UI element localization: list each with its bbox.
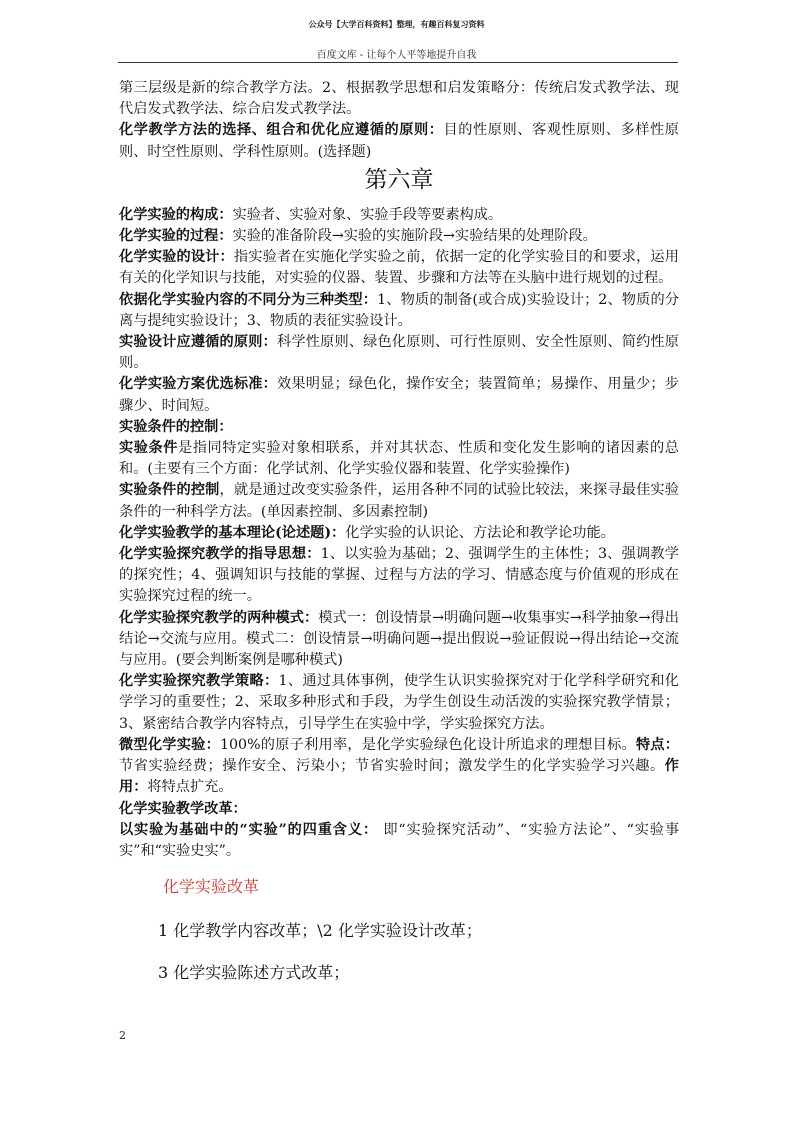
definition-item: [119, 417, 679, 438]
definition-term: 实验设计应遵循的原则：: [119, 334, 277, 351]
definition-term: 化学实验探究教学的指导思想：: [119, 546, 321, 563]
top-note: 公众号【大学百科资料】整理，有趣百科复习资料: [308, 19, 485, 29]
definition-text: 科学性原则、绿色化原则、可行性原则、安全性原则、简约性原则。: [119, 334, 679, 372]
definition-text: 实验者、实验对象、实验手段等要素构成。: [232, 206, 503, 223]
definition-term: 化学实验探究教学的两种模式：: [119, 609, 319, 626]
definition-item: [119, 247, 679, 289]
feature-text: 节省实验经费；操作安全、污染小；节省实验时间；激发学生的化学实验学习兴趣。: [119, 758, 665, 775]
principles-paragraph: [119, 120, 679, 162]
definition-term: 化学实验方案优选标准：: [119, 376, 277, 393]
chapter-title: 第六章: [364, 166, 434, 193]
document-body: [119, 78, 679, 985]
definition-term: 依据化学实验内容的不同分为三种类型：: [119, 291, 378, 308]
running-head: 百度文库 - 让每个人平等地提升自我: [316, 50, 477, 61]
definition-text: 1、物质的制备(或合成)实验设计；2、物质的分离与提纯实验设计；3、物质的表征实验设计。: [119, 291, 680, 329]
definition-term: 化学实验的过程：: [119, 228, 233, 245]
definition-term: 化学实验教学的基本理论(论述题)：: [119, 524, 346, 541]
principles-term: 化学教学方法的选择、组合和优化应遵循的原则：: [119, 122, 444, 139]
definition-text: 实验的准备阶段→实验的实施阶段→实验结果的处理阶段。: [232, 228, 597, 245]
definition-item: [119, 480, 679, 522]
definition-item: [119, 608, 679, 672]
four-meanings-text: 即“实验探究活动”、“实验方法论”、“实验事实”和“实验史实”。: [119, 821, 680, 859]
definition-term: 实验条件的控制: [119, 482, 220, 499]
definition-text: 效果明显；绿色化，操作安全；装置简单；易操作、用量少；步骤少、时间短。: [119, 376, 679, 414]
definition-item: [119, 438, 679, 480]
definition-item: [119, 523, 679, 544]
red-heading: 化学实验改革: [163, 877, 260, 897]
reform-heading-text: 化学实验教学改革：: [119, 800, 247, 817]
four-meanings-term: 以实验为基础中的“实验”的四重含义：: [119, 821, 378, 838]
definition-item: [119, 671, 679, 735]
definition-item: [119, 544, 679, 608]
page-number: 2: [119, 1029, 126, 1042]
feature-term: 特点：: [635, 736, 679, 753]
definition-text: 模式一：创设情景→明确问题→收集事实→科学抽象→得出结论→交流与应用。模式二：创设情景→明确问题→提出假说→验证假说→得出结论→交流与应用。(要会判断案例是哪种模式): [119, 609, 679, 669]
micro-text: 100%的原子利用率，是化学实验绿色化设计所追求的理想目标。: [220, 736, 636, 753]
definition-list: [119, 205, 679, 735]
definition-item: [119, 290, 679, 332]
definition-item: [119, 226, 679, 247]
effect-text: 将特点扩充。: [147, 779, 233, 796]
micro-term: 微型化学实验：: [119, 736, 220, 753]
definition-item: [119, 374, 679, 416]
reform-line-1: 1 化学教学内容改革；\2 化学实验设计改革；: [158, 921, 482, 941]
reform-line-2: 3 化学实验陈述方式改革；: [158, 963, 350, 983]
definition-text: 是指同特定实验对象相联系，并对其状态、性质和变化发生影响的诸因素的总和。(主要有三个方面：化学试剂、化学实验仪器和装置、化学实验操作): [119, 440, 679, 478]
reform-heading: [119, 799, 679, 820]
definition-term: 化学实验的设计：: [119, 249, 234, 266]
intro-paragraph: 第三层级是新的综合教学方法。2、根据教学思想和启发策略分：传统启发式教学法、现代启发式教学法、综合启发式教学法。: [119, 80, 679, 118]
four-meanings-paragraph: [119, 820, 679, 862]
definition-term: 实验条件: [119, 440, 179, 457]
definition-item: [119, 332, 679, 374]
definition-text: 1、通过具体事例，使学生认识实验探究对于化学科学研究和化学学习的重要性；2、采取多种形式和手段，为学生创设生动活泼的实验探究教学情景；3、紧密结合教学内容特点，引导学生在实验中学，学实验探究方法。: [119, 673, 679, 732]
definition-item: [119, 205, 679, 226]
definition-term: 化学实验探究教学策略：: [119, 673, 279, 690]
principles-text: 目的性原则、客观性原则、多样性原则、时空性原则、学科性原则。(选择题): [119, 122, 679, 160]
definition-text: 化学实验的认识论、方法论和教学论功能。: [345, 524, 615, 541]
definition-text: 1、以实验为基础；2、强调学生的主体性；3、强调教学的探究性；4、强调知识与技能的掌握、过程与方法的学习、情感态度与价值观的形成在实验探究过程的统一。: [119, 546, 679, 605]
micro-paragraph: [119, 735, 679, 799]
definition-text: 指实验者在实施化学实验之前，依据一定的化学实验目的和要求，运用有关的化学知识与技能，对实验的仪器、装置、步骤和方法等在头脑中进行规划的过程。: [119, 249, 679, 287]
definition-term: 实验条件的控制：: [119, 418, 233, 435]
effect-term: 作用：: [119, 758, 679, 796]
definition-text: ，就是通过改变实验条件，运用各种不同的试验比较法，来探寻最佳实验条件的一种科学方法。(单因素控制、多因素控制): [119, 482, 679, 520]
definition-term: 化学实验的构成：: [119, 206, 233, 223]
header-rule: [118, 62, 678, 63]
